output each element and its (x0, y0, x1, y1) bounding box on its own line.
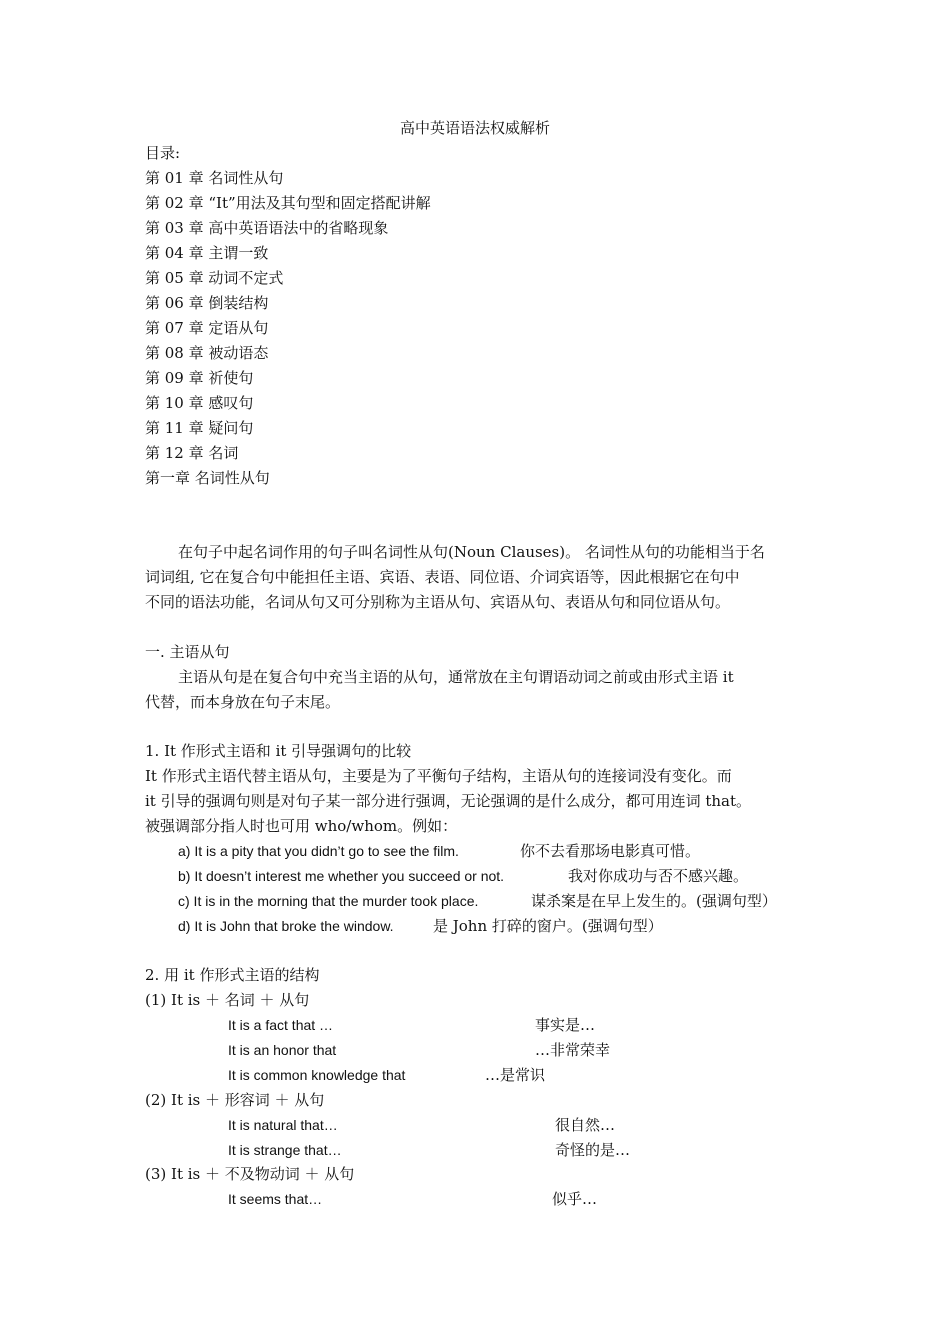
structure-item-en: It is strange that… (228, 1142, 342, 1158)
structure-pattern: (2) It is ＋ 形容词 ＋ 从句 (145, 1091, 325, 1109)
toc-heading: 目录: (145, 144, 181, 162)
example-en: a) It is a pity that you didn’t go to see the film. (178, 843, 459, 859)
intro-paragraph-line: 不同的语法功能，名词从句又可分别称为主语从句、宾语从句、表语从句和同位语从句。 (145, 593, 731, 611)
subsection-paragraph-line: 被强调部分指人时也可用 who/whom。例如： (145, 817, 458, 835)
example-en: c) It is in the morning that the murder took place. (178, 893, 479, 909)
example-en: d) It is John that broke the window. (178, 918, 394, 934)
section-heading: 一. 主语从句 (145, 643, 230, 661)
example-en: b) It doesn’t interest me whether you succeed or not. (178, 868, 505, 884)
structure-item-zh: …是常识 (485, 1066, 546, 1084)
subsection-paragraph-line: it 引导的强调句则是对句子某一部分进行强调，无论强调的是什么成分，都可用连词 that。 (145, 792, 752, 810)
toc-item: 第 03 章 高中英语语法中的省略现象 (145, 219, 389, 237)
toc-item: 第 10 章 感叹句 (145, 394, 254, 412)
structure-item-zh: …非常荣幸 (535, 1041, 611, 1059)
intro-paragraph-line: 词词组, 它在复合句中能担任主语、宾语、表语、同位语、介词宾语等，因此根据它在句中 (145, 568, 740, 586)
toc-item: 第 06 章 倒装结构 (145, 294, 269, 312)
toc-item: 第 11 章 疑问句 (145, 419, 254, 437)
section-paragraph-line: 代替，而本身放在句子末尾。 (145, 693, 341, 711)
structure-item-zh: 似乎… (552, 1190, 598, 1208)
toc-item: 第 09 章 祈使句 (145, 369, 254, 387)
document-title: 高中英语语法权威解析 (399, 119, 550, 137)
subsection-heading: 1. It 作形式主语和 it 引导强调句的比较 (145, 742, 412, 760)
toc-item: 第 07 章 定语从句 (145, 319, 269, 337)
structure-item-en: It is common knowledge that (228, 1067, 406, 1083)
structure-item-zh: 事实是… (535, 1016, 596, 1034)
example-zh: 我对你成功与否不感兴趣。 (568, 867, 749, 885)
toc-item: 第 01 章 名词性从句 (145, 169, 284, 187)
structure-pattern: (1) It is ＋ 名词 ＋ 从句 (145, 991, 310, 1009)
structure-item-en: It is a fact that … (228, 1017, 334, 1033)
example-zh: 你不去看那场电影真可惜。 (520, 842, 701, 860)
chapter-title: 第一章 名词性从句 (145, 469, 270, 487)
toc-item: 第 02 章 “It”用法及其句型和固定搭配讲解 (145, 194, 431, 212)
structure-pattern: (3) It is ＋ 不及物动词 ＋ 从句 (145, 1165, 355, 1183)
structure-item-zh: 很自然… (555, 1116, 616, 1134)
toc-item: 第 08 章 被动语态 (145, 344, 269, 362)
structure-item-en: It is natural that… (228, 1117, 338, 1133)
toc-item: 第 12 章 名词 (145, 444, 239, 462)
toc-item: 第 05 章 动词不定式 (145, 269, 284, 287)
structure-item-en: It seems that… (228, 1191, 323, 1207)
toc-item: 第 04 章 主谓一致 (145, 244, 269, 262)
subsection-paragraph-line: It 作形式主语代替主语从句，主要是为了平衡句子结构，主语从句的连接词没有变化。而 (145, 767, 732, 785)
structure-item-zh: 奇怪的是… (555, 1141, 631, 1159)
intro-paragraph-line: 在句子中起名词作用的句子叫名词性从句(Noun Clauses)。 名词性从句的功能相当于名 (178, 543, 765, 561)
section-paragraph-line: 主语从句是在复合句中充当主语的从句，通常放在主句谓语动词之前或由形式主语 it (178, 668, 734, 686)
example-zh: 是 John 打碎的窗户。(强调句型） (433, 917, 663, 935)
subsection-heading: 2. 用 it 作形式主语的结构 (145, 966, 320, 984)
example-zh: 谋杀案是在早上发生的。(强调句型） (531, 892, 777, 910)
structure-item-en: It is an honor that (228, 1042, 337, 1058)
